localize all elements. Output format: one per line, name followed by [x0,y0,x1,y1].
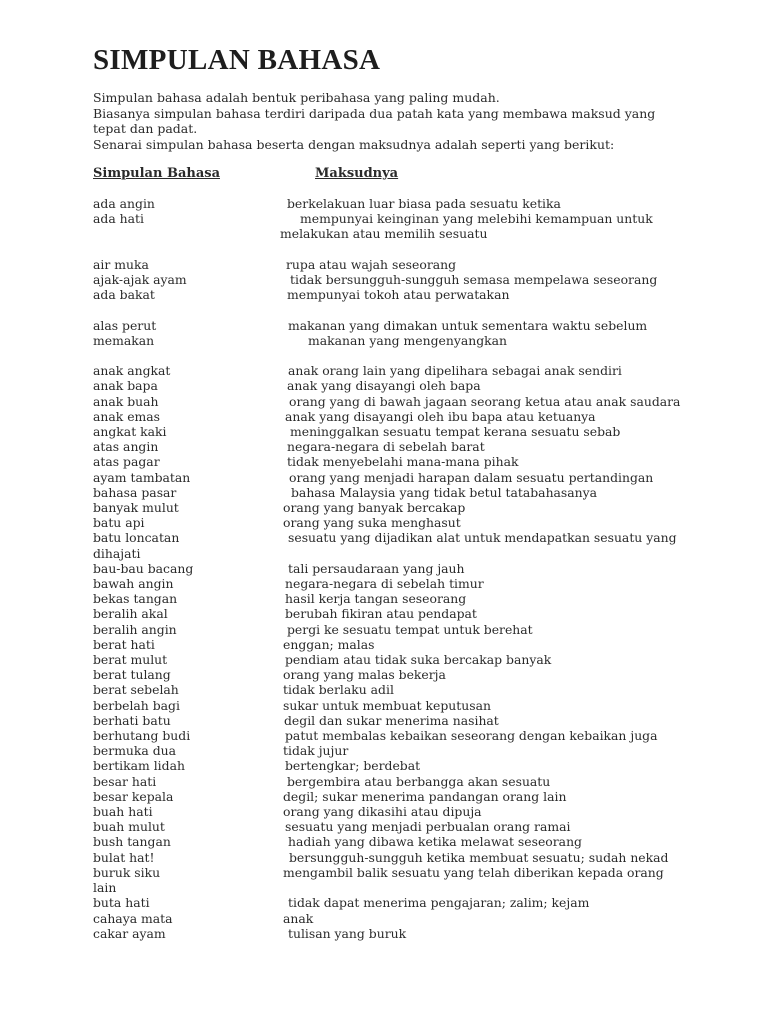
list-item [93,911,733,926]
list-item [93,682,733,697]
idiom-meaning: berubah fikiran atau pendapat [285,606,477,622]
idiom-meaning: makanan yang mengenyangkan [308,332,508,348]
group-spacer [93,348,733,363]
idiom-term: memakan [93,332,155,348]
idiom-term: beralih angin [93,621,177,637]
idiom-term: bahasa pasar [93,484,177,500]
idiom-term: bawah angin [93,576,174,592]
idiom-term: cakar ayam [93,925,166,941]
idiom-meaning: mempunyai tokoh atau perwatakan [287,287,510,303]
list-item [93,530,733,545]
list-item [93,926,733,941]
idiom-term: bermuka dua [93,743,177,759]
list-item [93,834,733,849]
list-item [93,272,733,287]
idiom-meaning: tidak bersungguh-sungguh semasa mempelawa seseorang [290,272,658,287]
idiom-term: berat sebelah [93,682,179,698]
idiom-meaning: negara-negara di sebelah timur [285,576,484,592]
idiom-term: buta hati [93,895,150,911]
idiom-term: berat hati [93,636,155,652]
list-item [93,470,733,485]
idiom-meaning: tidak berlaku adil [283,682,394,698]
idiom-term: cahaya mata [93,910,173,926]
idiom-meaning: negara-negara di sebelah barat [287,439,485,455]
intro-paragraph [93,90,673,152]
list-item [93,333,733,348]
idiom-term: berbelah bagi [93,697,180,713]
list-item [93,667,733,682]
idiom-meaning: sesuatu yang menjadi perbualan orang ramai [285,819,571,835]
list-item [93,652,733,667]
list-item-continuation [93,880,733,895]
idiom-term: anak bapa [93,378,158,394]
idiom-term: besar kepala [93,788,174,804]
list-item [93,622,733,637]
group-spacer [93,242,733,257]
idiom-term: buah hati [93,804,153,820]
idiom-term: batu loncatan [93,530,180,546]
idiom-meaning: rupa atau wajah seseorang [286,256,457,272]
list-item [93,576,733,591]
idiom-meaning: tidak dapat menerima pengajaran; zalim; kejam [288,895,590,911]
idiom-meaning: tali persaudaraan yang jauh [288,560,465,576]
idiom-meaning: sukar untuk membuat keputusan [283,697,491,713]
idiom-meaning: orang yang malas bekerja [283,667,446,683]
list-item [93,895,733,910]
list-item [93,485,733,500]
idiom-meaning: anak yang disayangi oleh bapa [287,378,481,394]
idiom-meaning: hadiah yang dibawa ketika melawat seseorang [288,834,582,850]
list-item [93,698,733,713]
idiom-meaning: orang yang suka menghasut [283,515,461,531]
idiom-meaning: anak [283,910,314,926]
list-item [93,561,733,576]
idiom-meaning: pendiam atau tidak suka bercakap banyak [285,652,552,668]
idiom-meaning: orang yang dikasihi atau dipuja [283,804,482,820]
idiom-term: air muka [93,256,149,272]
list-item [93,713,733,728]
idiom-term: berhutang budi [93,728,191,744]
idiom-term: beralih akal [93,606,168,622]
idiom-term: alas perut [93,317,157,333]
idiom-term: angkat kaki [93,424,167,439]
idiom-term: banyak mulut [93,500,179,516]
idiom-term: atas angin [93,439,159,455]
list-item [93,257,733,272]
list-item [93,804,733,819]
idiom-meaning: sesuatu yang dijadikan alat untuk mendapatkan sesuatu yang [288,530,677,546]
list-item [93,743,733,758]
list-item [93,789,733,804]
idiom-term: berat tulang [93,667,171,683]
list-item [93,606,733,621]
idiom-meaning: tidak menyebelahi mana-mana pihak [287,454,519,470]
idiom-meaning: hasil kerja tangan seseorang [285,591,467,607]
intro-line: Biasanya simpulan bahasa terdiri daripada dua patah kata yang membawa maksud yang tepat dan padat. [93,105,656,136]
idiom-meaning: degil; sukar menerima pandangan orang lain [283,788,567,804]
idiom-term: anak emas [93,408,161,424]
list-item [93,287,733,302]
idiom-term: buruk siku [93,864,161,880]
idiom-term: bau-bau bacang [93,560,194,576]
list-item [93,758,733,773]
list-item [93,409,733,424]
idiom-meaning: anak orang lain yang dipelihara sebagai anak sendiri [288,363,622,379]
list-item [93,865,733,880]
idiom-meaning-continued: dihajati [93,545,141,561]
idiom-term: bush tangan [93,834,171,850]
idiom-meaning: anak yang disayangi oleh ibu bapa atau ketuanya [285,408,596,424]
idiom-term: berat mulut [93,652,168,668]
idiom-meaning: enggan; malas [283,636,375,652]
list-item [93,439,733,454]
list-item [93,515,733,530]
idiom-term: ada angin [93,196,155,211]
idiom-term: besar hati [93,773,157,789]
idiom-term: anak buah [93,393,159,409]
idiom-meaning: bergembira atau berbangga akan sesuatu [287,773,551,789]
idiom-meaning: bertengkar; berdebat [285,758,421,774]
list-item-continuation [93,226,733,241]
idiom-meaning: tulisan yang buruk [288,925,407,941]
idiom-meaning: makanan yang dimakan untuk sementara waktu sebelum [288,317,648,333]
idiom-meaning: mempunyai keinginan yang melebihi kemampuan untuk [300,211,653,227]
idiom-meaning: bersungguh-sungguh ketika membuat sesuatu; sudah nekad [289,849,669,865]
idiom-term: ada hati [93,211,144,227]
list-item [93,500,733,515]
idiom-term: ajak-ajak ayam [93,272,187,287]
list-item [93,850,733,865]
idiom-meaning: tidak jujur [283,743,349,759]
idiom-meaning: pergi ke sesuatu tempat untuk berehat [287,621,533,637]
column-header-term: Simpulan Bahasa [93,166,220,181]
list-item [93,196,733,211]
idiom-term: buah mulut [93,819,165,835]
list-item [93,819,733,834]
idiom-meaning: orang yang banyak bercakap [283,500,466,516]
idiom-meaning-continued: lain [93,880,117,896]
idiom-term: batu api [93,515,145,531]
list-item [93,454,733,469]
list-item [93,318,733,333]
list-item [93,774,733,789]
idiom-term: atas pagar [93,454,160,470]
intro-line: Simpulan bahasa adalah bentuk peribahasa yang paling mudah. [93,90,500,105]
list-item-continuation [93,546,733,561]
idiom-meaning: bahasa Malaysia yang tidak betul tatabahasanya [291,484,598,500]
list-item [93,363,733,378]
idiom-meaning-continued: melakukan atau memilih sesuatu [280,226,488,242]
list-item [93,378,733,393]
idiom-meaning: meninggalkan sesuatu tempat kerana sesuatu sebab [290,424,621,439]
column-header-meaning: Maksudnya [315,166,399,181]
idiom-term: berhati batu [93,712,171,728]
idiom-meaning: orang yang menjadi harapan dalam sesuatu pertandingan [289,469,654,485]
group-spacer [93,302,733,317]
continuation-spacer [93,226,283,241]
idiom-term: bekas tangan [93,591,178,607]
idiom-term: bertikam lidah [93,758,185,774]
page-title: SIMPULAN BAHASA [93,44,381,76]
idiom-meaning: patut membalas kebaikan seseorang dengan kebaikan juga [285,728,658,744]
idiom-term: bulat hat! [93,849,155,865]
idiom-term: ada bakat [93,287,155,303]
list-item [93,728,733,743]
idiom-term: ayam tambatan [93,469,191,485]
list-item [93,211,733,226]
idiom-meaning: orang yang di bawah jagaan seorang ketua atau anak saudara [289,393,681,409]
list-item [93,424,733,439]
list-item [93,637,733,652]
idiom-term: anak angkat [93,363,171,379]
list-item [93,591,733,606]
idiom-list [93,196,733,941]
idiom-meaning: berkelakuan luar biasa pada sesuatu ketika [287,196,561,211]
intro-line: Senarai simpulan bahasa beserta dengan maksudnya adalah seperti yang berikut: [93,136,615,152]
idiom-meaning: mengambil balik sesuatu yang telah diberikan kepada orang [283,864,664,880]
list-item [93,394,733,409]
idiom-meaning: degil dan sukar menerima nasihat [284,712,499,728]
